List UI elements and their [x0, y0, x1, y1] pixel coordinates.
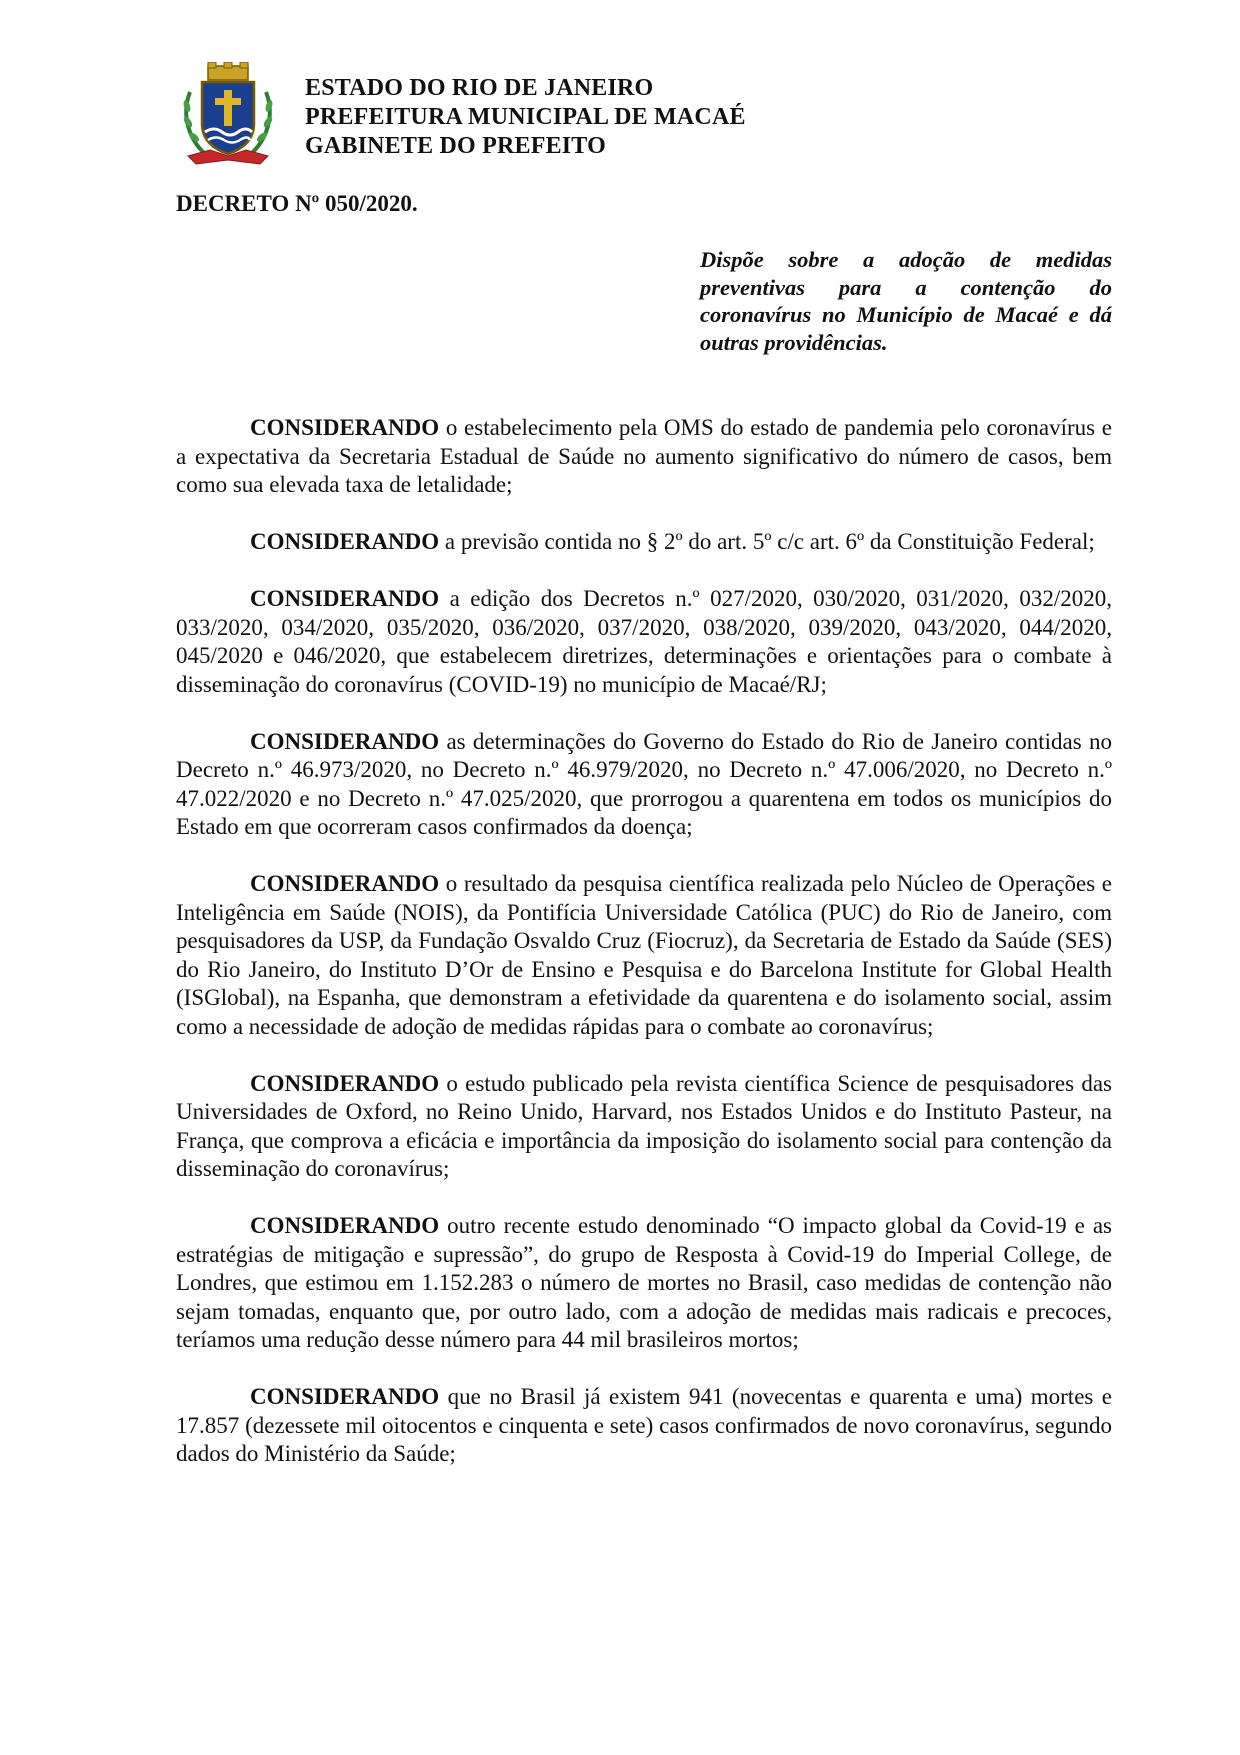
municipality-name: PREFEITURA MUNICIPAL DE MACAÉ	[305, 104, 746, 130]
paragraph-lead: CONSIDERANDO	[250, 529, 440, 554]
paragraph-lead: CONSIDERANDO	[250, 586, 440, 611]
paragraph-lead: CONSIDERANDO	[250, 1070, 440, 1096]
decree-number: DECRETO Nº 050/2020.	[176, 191, 418, 216]
paragraph-lead: CONSIDERANDO	[250, 728, 440, 754]
state-name: ESTADO DO RIO DE JANEIRO	[305, 75, 654, 101]
paragraph-text: a edição dos Decretos n.º 027/2020, 030/2020, 031/2020, 032/2020, 033/2020, 034/2020, 035/2020, 036/2020, 037/2020, 038/2020, 039/2020, 043/2020, 044/2020, 045/2020 e 046/2020, que estabelecem diretrizes, determinações e orientações para o combate à disseminação do coronavírus (COVID-19) no município de Macaé/RJ;	[176, 586, 1112, 697]
considerando-paragraph	[176, 1212, 1112, 1355]
considerando-paragraph	[176, 1383, 1112, 1469]
considerando-paragraph	[176, 414, 1112, 500]
paragraph-lead: CONSIDERANDO	[250, 871, 440, 896]
coat-of-arms-icon	[180, 62, 276, 166]
paragraph-lead: CONSIDERANDO	[250, 1213, 440, 1238]
paragraph-lead: CONSIDERANDO	[250, 415, 440, 440]
decree-summary: Dispõe sobre a adoção de medidas preventivas para a contenção do coronavírus no Município de Macaé e dá outras providências.	[700, 247, 1112, 355]
paragraph-text: o resultado da pesquisa científica realizada pelo Núcleo de Operações e Inteligência em Saúde (NOIS), da Pontifícia Universidade Católica (PUC) do Rio de Janeiro, com pesquisadores da USP, da Fundação Osvaldo Cruz (Fiocruz), da Secretaria de Estado da Saúde (SES) do Rio Janeiro, do Instituto D’Or de Ensino e Pesquisa e do Barcelona Institute for Global Health (ISGlobal), na Espanha, que demonstram a efetividade da quarentena e do isolamento social, assim como a necessidade de adoção de medidas rápidas para o combate ao coronavírus;	[176, 871, 1112, 1039]
considerando-paragraph	[176, 528, 1112, 557]
office-name: GABINETE DO PREFEITO	[305, 133, 606, 159]
paragraph-text: as determinações do Governo do Estado do Rio de Janeiro contidas no Decreto n.º 46.973/2020, no Decreto n.º 46.979/2020, no Decreto n.º 47.006/2020, no Decreto n.º 47.022/2020 e no Decreto n.º 47.025/2020, que prorrogou a quarentena em todos os municípios do Estado em que ocorreram casos confirmados da doença;	[176, 728, 1112, 839]
letterhead	[305, 74, 746, 161]
decree-body	[176, 414, 1112, 1497]
considerando-paragraph	[176, 1070, 1112, 1184]
paragraph-text: o estabelecimento pela OMS do estado de pandemia pelo coronavírus e a expectativa da Secretaria Estadual de Saúde no aumento significativo do número de casos, bem como sua elevada taxa de letalidade;	[176, 415, 1112, 497]
paragraph-text: outro recente estudo denominado “O impacto global da Covid-19 e as estratégias de mitigação e supressão”, do grupo de Resposta à Covid-19 do Imperial College, de Londres, que estimou em 1.152.283 o número de mortes no Brasil, caso medidas de contenção não sejam tomadas, enquanto que, por outro lado, com a adoção de medidas mais radicais e precoces, teríamos uma redução desse número para 44 mil brasileiros mortos;	[176, 1213, 1112, 1352]
considerando-paragraph	[176, 728, 1112, 842]
considerando-paragraph	[176, 585, 1112, 699]
paragraph-lead: CONSIDERANDO	[250, 1384, 440, 1409]
paragraph-text: o estudo publicado pela revista científica Science de pesquisadores das Universidades de Oxford, no Reino Unido, Harvard, nos Estados Unidos e do Instituto Pasteur, na França, que comprova a eficácia e importância da imposição do isolamento social para contenção da disseminação do coronavírus;	[176, 1070, 1112, 1181]
considerando-paragraph	[176, 870, 1112, 1041]
paragraph-text: a previsão contida no § 2º do art. 5º c/c art. 6º da Constituição Federal;	[439, 529, 1095, 554]
paragraph-text: que no Brasil já existem 941 (novecentas e quarenta e uma) mortes e 17.857 (dezessete mil oitocentos e cinquenta e sete) casos confirmados de novo coronavírus, segundo dados do Ministério da Saúde;	[176, 1384, 1112, 1466]
